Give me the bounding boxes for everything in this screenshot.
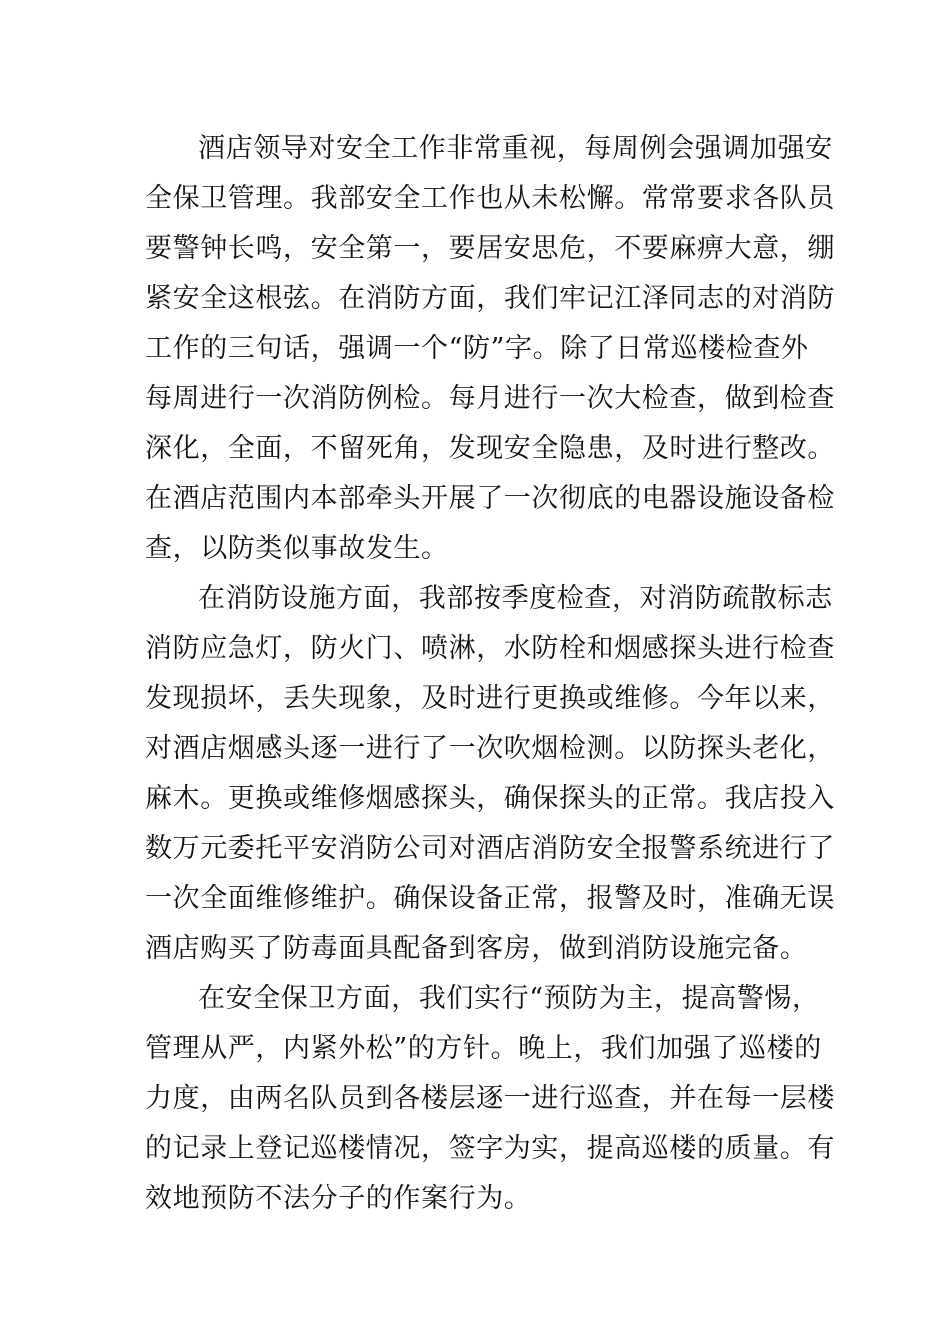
paragraph-1-line-8: 在酒店范围内本部牵头开展了一次彻底的电器设施设备检 xyxy=(145,483,835,514)
paragraph-1-line-7: 深化，全面，不留死角，发现安全隐患，及时进行整改。 xyxy=(145,433,835,464)
paragraph-1-line-6: 每周进行一次消防例检。每月进行一次大检查，做到检查 xyxy=(145,383,835,414)
paragraph-3-line-3: 力度，由两名队员到各楼层逐一进行巡查，并在每一层楼 xyxy=(145,1083,835,1114)
paragraph-1-line-1: 酒店领导对安全工作非常重视，每周例会强调加强安 xyxy=(198,133,833,164)
paragraph-3-line-2: 管理从严，内紧外松”的方针。晚上，我们加强了巡楼的 xyxy=(145,1033,822,1064)
paragraph-3-line-5: 效地预防不法分子的作案行为。 xyxy=(145,1183,532,1214)
paragraph-1-line-4: 紧安全这根弦。在消防方面，我们牢记江泽同志的对消防 xyxy=(145,283,835,314)
paragraph-2-line-5: 麻木。更换或维修烟感探头，确保探头的正常。我店投入 xyxy=(145,783,835,814)
paragraph-1-line-9: 查，以防类似事故发生。 xyxy=(145,533,449,564)
paragraph-2-line-8: 酒店购买了防毒面具配备到客房，做到消防设施完备。 xyxy=(145,933,808,964)
paragraph-3-line-4: 的记录上登记巡楼情况，签字为实，提高巡楼的质量。有 xyxy=(145,1133,835,1164)
paragraph-2-line-3: 发现损坏，丢失现象，及时进行更换或维修。今年以来， xyxy=(145,683,835,714)
paragraph-1-line-3: 要警钟长鸣，安全第一，要居安思危，不要麻痹大意，绷 xyxy=(145,233,835,264)
paragraph-2-line-6: 数万元委托平安消防公司对酒店消防安全报警系统进行了 xyxy=(145,833,835,864)
paragraph-1-line-2: 全保卫管理。我部安全工作也从未松懈。常常要求各队员 xyxy=(145,183,835,214)
paragraph-2-line-2: 消防应急灯，防火门、喷淋，水防栓和烟感探头进行检查 xyxy=(145,633,835,664)
paragraph-2-line-4: 对酒店烟感头逐一进行了一次吹烟检测。以防探头老化， xyxy=(145,733,835,764)
paragraph-1-line-5: 工作的三句话，强调一个“防”字。除了日常巡楼检查外 xyxy=(145,333,809,364)
paragraph-2-line-7: 一次全面维修维护。确保设备正常，报警及时，准确无误 xyxy=(145,883,835,914)
paragraph-3-line-1: 在安全保卫方面，我们实行“预防为主，提高警惕， xyxy=(198,983,820,1014)
paragraph-2-line-1: 在消防设施方面，我部按季度检查，对消防疏散标志 xyxy=(198,583,833,614)
